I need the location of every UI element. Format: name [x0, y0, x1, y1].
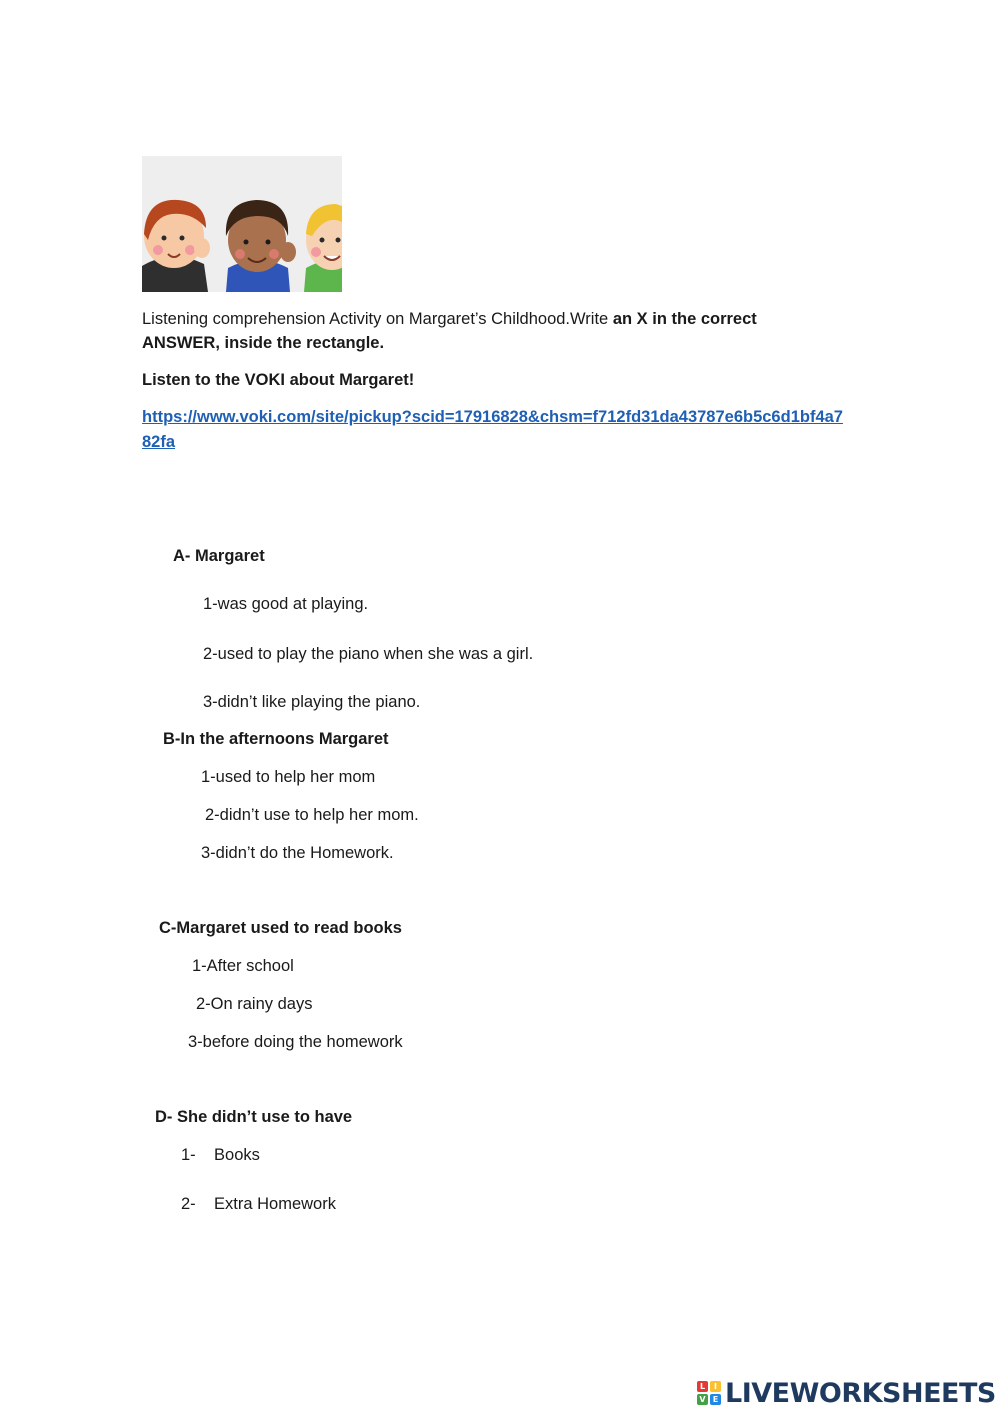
- instruction-line-1: [142, 310, 757, 329]
- question-b-option-2[interactable]: 2-didn’t use to help her mom.: [205, 806, 419, 824]
- instruction-line-2: ANSWER, inside the rectangle.: [142, 334, 385, 352]
- question-b-option-3[interactable]: 3-didn’t do the Homework.: [201, 844, 394, 862]
- voki-link-line-2[interactable]: 82fa: [142, 433, 176, 451]
- question-a-label: A- Margaret: [173, 547, 265, 565]
- question-c-option-3[interactable]: 3-before doing the homework: [188, 1033, 403, 1051]
- question-d-option-2[interactable]: 2- Extra Homework: [181, 1195, 336, 1213]
- children-illustration: [142, 156, 342, 292]
- logo-letter-i: I: [710, 1381, 721, 1392]
- instruction-text: Listening comprehension Activity on Margaret’s Childhood.Write: [142, 310, 613, 328]
- question-a-option-2[interactable]: 2-used to play the piano when she was a girl.: [203, 645, 534, 663]
- logo-mark-icon: [697, 1381, 721, 1405]
- voki-link-line-1[interactable]: https://www.voki.com/site/pickup?scid=17916828&chsm=f712fd31da43787e6b5c6d1bf4a7: [142, 408, 843, 426]
- question-c-label: C-Margaret used to read books: [159, 919, 402, 937]
- logo-letter-e: E: [710, 1394, 721, 1405]
- question-c-option-2[interactable]: 2-On rainy days: [196, 995, 313, 1013]
- question-d-option-1[interactable]: 1- Books: [181, 1146, 260, 1164]
- question-a-option-1[interactable]: 1-was good at playing.: [203, 595, 369, 613]
- question-c-option-1[interactable]: 1-After school: [192, 957, 294, 975]
- question-b-option-1[interactable]: 1-used to help her mom: [201, 768, 376, 786]
- logo-letter-l: L: [697, 1381, 708, 1392]
- liveworksheets-logo: [697, 1378, 996, 1408]
- question-b-label: B-In the afternoons Margaret: [163, 730, 389, 748]
- question-a-option-3[interactable]: 3-didn’t like playing the piano.: [203, 693, 421, 711]
- instruction-emphasis: an X in the correct: [612, 310, 757, 328]
- logo-letter-v: V: [697, 1394, 708, 1405]
- question-d-label: D- She didn’t use to have: [155, 1108, 353, 1126]
- listen-instruction: Listen to the VOKI about Margaret!: [142, 371, 415, 389]
- logo-text: LIVEWORKSHEETS: [725, 1377, 996, 1409]
- boy-red-hair: [142, 200, 210, 292]
